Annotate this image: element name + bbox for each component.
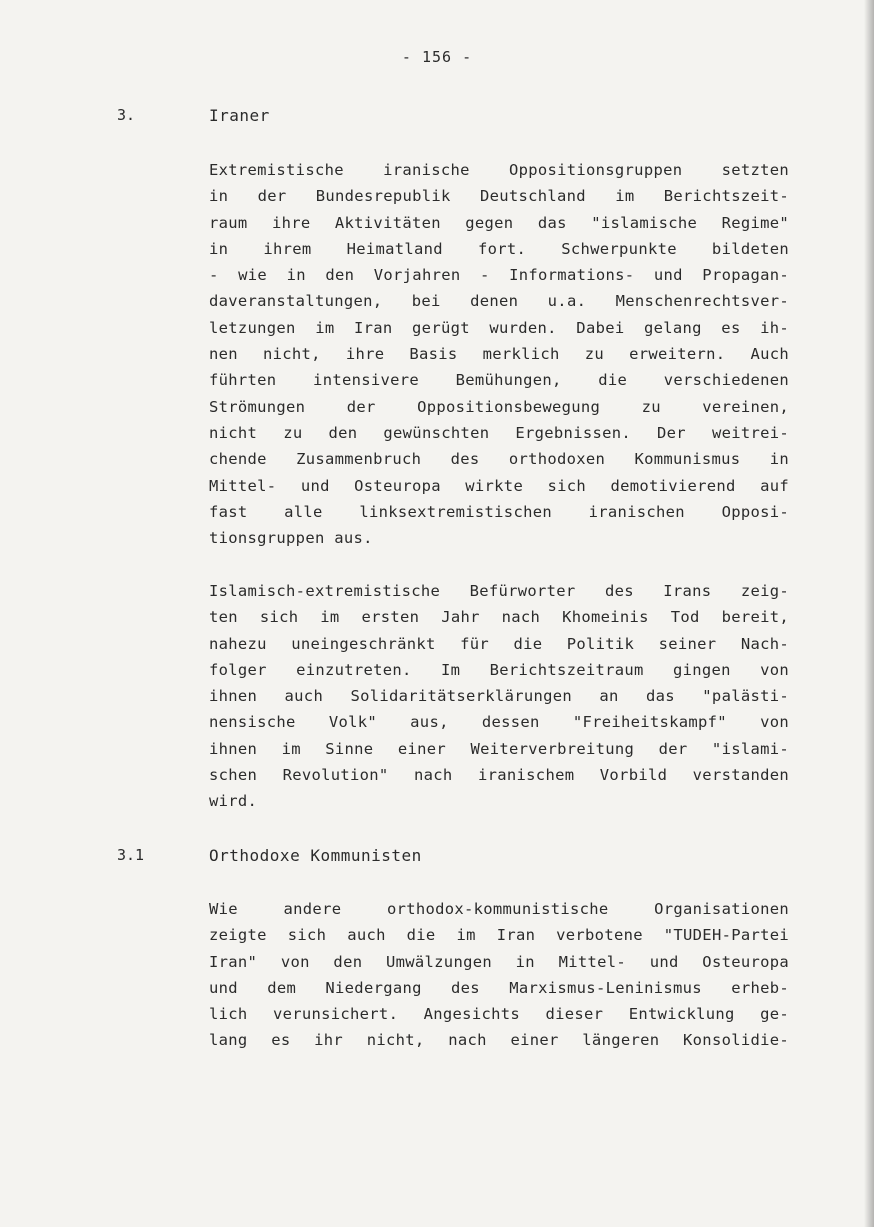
- text-line: letzungen im Iran gerügt wurden. Dabei gelang es ih-: [209, 318, 789, 337]
- text-line: führten intensivere Bemühungen, die verschiedenen: [209, 371, 789, 390]
- text-line: raum ihre Aktivitäten gegen das "islamische Regime": [209, 213, 789, 232]
- text-line: lang es ihr nicht, nach einer längeren Konsolidie-: [209, 1031, 789, 1050]
- text-line: Iran" von den Umwälzungen in Mittel- und Osteuropa: [209, 952, 789, 971]
- paragraph-1: [209, 157, 789, 551]
- paragraph-2: [209, 578, 789, 815]
- text-line: fast alle linksextremistischen iranischen Opposi-: [209, 502, 789, 521]
- text-line: in der Bundesrepublik Deutschland im Berichtszeit-: [209, 187, 789, 206]
- text-line: ten sich im ersten Jahr nach Khomeinis Tod bereit,: [209, 608, 789, 627]
- text-line: lich verunsichert. Angesichts dieser Entwicklung ge-: [209, 1005, 789, 1024]
- text-line: Strömungen der Oppositionsbewegung zu vereinen,: [209, 397, 789, 416]
- paragraph-3: [209, 896, 789, 1054]
- text-line: nahezu uneingeschränkt für die Politik seiner Nach-: [209, 634, 789, 653]
- text-line: tionsgruppen aus.: [209, 529, 373, 548]
- text-line: daveranstaltungen, bei denen u.a. Menschenrechtsver-: [209, 292, 789, 311]
- section-number: 3.: [117, 106, 136, 124]
- text-line: chende Zusammenbruch des orthodoxen Kommunismus in: [209, 450, 789, 469]
- text-line: in ihrem Heimatland fort. Schwerpunkte bildeten: [209, 239, 789, 258]
- text-line: und dem Niedergang des Marxismus-Leninismus erheb-: [209, 978, 789, 997]
- text-line: Extremistische iranische Oppositionsgruppen setzten: [209, 161, 789, 179]
- text-line: nicht zu den gewünschten Ergebnissen. Der weitrei-: [209, 423, 789, 442]
- text-line: schen Revolution" nach iranischem Vorbild verstanden: [209, 766, 789, 785]
- text-line: nensische Volk" aus, dessen "Freiheitskampf" von: [209, 713, 789, 732]
- section-number: 3.1: [117, 846, 145, 864]
- page-number: - 156 -: [401, 48, 473, 66]
- text-line: ihnen im Sinne einer Weiterverbreitung der "islami-: [209, 739, 789, 758]
- text-line: Islamisch-extremistische Befürworter des Irans zeig-: [209, 582, 789, 600]
- text-line: ihnen auch Solidaritätserklärungen an das "palästi-: [209, 687, 789, 706]
- scan-edge-shadow: [864, 0, 874, 1227]
- text-line: folger einzutreten. Im Berichtszeitraum gingen von: [209, 660, 789, 679]
- text-line: wird.: [209, 792, 258, 811]
- text-line: - wie in den Vorjahren - Informations- und Propagan-: [209, 266, 789, 285]
- section-heading: Orthodoxe Kommunisten: [209, 846, 422, 865]
- text-line: Mittel- und Osteuropa wirkte sich demotivierend auf: [209, 476, 789, 495]
- text-line: Wie andere orthodox-kommunistische Organisationen: [209, 900, 789, 918]
- section-heading: Iraner: [209, 106, 270, 125]
- text-line: zeigte sich auch die im Iran verbotene "TUDEH-Partei: [209, 926, 789, 945]
- text-line: nen nicht, ihre Basis merklich zu erweitern. Auch: [209, 345, 789, 364]
